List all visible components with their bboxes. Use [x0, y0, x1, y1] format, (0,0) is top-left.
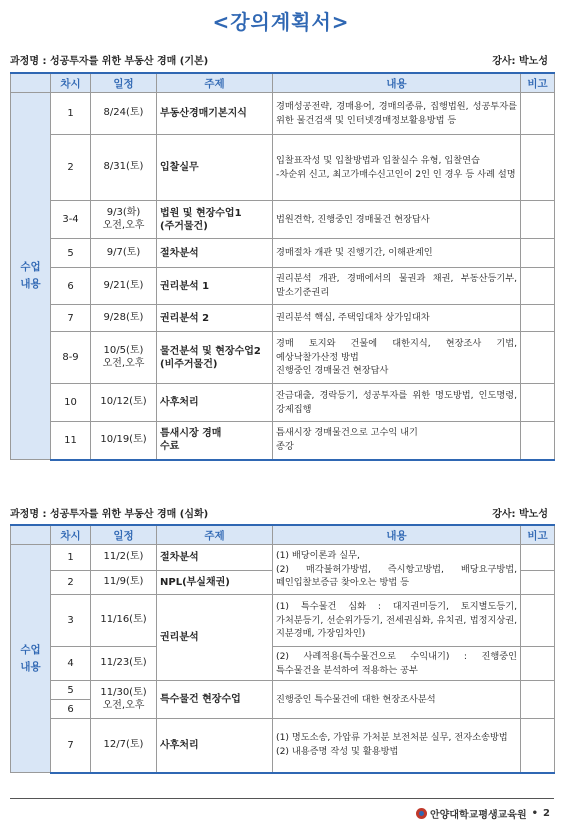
header-content: 내용 [273, 525, 521, 545]
table-row [11, 93, 555, 135]
row-num: 6 [51, 700, 91, 719]
row-note [521, 422, 555, 460]
row-content: 법원견학, 진행중인 경매물건 현장답사 [273, 201, 521, 239]
row-content: 틈새시장 경매물건으로 고수익 내기 종강 [273, 422, 521, 460]
row-date: 11/16(토) [91, 595, 157, 647]
section-label: 수업 내용 [11, 93, 51, 460]
row-content: 경매 토지와 건물에 대한지식, 현장조사 기법, 예상낙찰가산정 방법 진행중인 경매물건 현장답사 [273, 332, 521, 384]
row-topic: 사후처리 [157, 719, 273, 773]
row-note [521, 268, 555, 305]
course-name: 과정명 : 성공투자를 위한 부동산 경매 (기본) [10, 56, 209, 67]
table-row [11, 384, 555, 422]
row-content: (1) 명도소송, 가압류 가처분 보전처분 실무, 전자소송방법 (2) 내용증명 작성 및 활용방법 [273, 719, 521, 773]
header-section [11, 525, 51, 545]
course-header-advanced [10, 505, 550, 520]
row-note [521, 239, 555, 268]
footer-org: 안양대학교평생교육원 [430, 810, 527, 821]
table-row [11, 647, 555, 681]
header-topic: 주제 [157, 525, 273, 545]
row-note [521, 545, 555, 571]
table-row [11, 719, 555, 773]
row-topic: 사후처리 [157, 384, 273, 422]
row-topic: 물건분석 및 현장수업2 (비주거물건) [157, 332, 273, 384]
row-date: 9/3(화) 오전,오후 [91, 201, 157, 239]
row-date: 9/21(토) [91, 268, 157, 305]
row-note [521, 305, 555, 332]
header-date: 일정 [91, 525, 157, 545]
course-header-basic [10, 52, 550, 67]
row-num: 3-4 [51, 201, 91, 239]
header-topic: 주제 [157, 73, 273, 93]
row-num: 1 [51, 93, 91, 135]
row-topic: 틈새시장 경매 수료 [157, 422, 273, 460]
row-note [521, 135, 555, 201]
row-note [521, 201, 555, 239]
row-content: 권리분석 개관, 경매에서의 물권과 채권, 부동산등기부, 말소기준권리 [273, 268, 521, 305]
row-num: 7 [51, 305, 91, 332]
row-date: 10/12(토) [91, 384, 157, 422]
table-row [11, 268, 555, 305]
table-row [11, 305, 555, 332]
row-note [521, 384, 555, 422]
row-note [521, 332, 555, 384]
row-note [521, 595, 555, 647]
row-topic: 특수물건 현장수업 [157, 681, 273, 719]
page-number: 2 [543, 808, 550, 819]
row-num: 2 [51, 571, 91, 595]
header-date: 일정 [91, 73, 157, 93]
footer-divider [10, 798, 554, 799]
row-content: 권리분석 핵심, 주택임대차 상가임대차 [273, 305, 521, 332]
row-num: 8-9 [51, 332, 91, 384]
table-row [11, 595, 555, 647]
row-num: 11 [51, 422, 91, 460]
row-num: 5 [51, 681, 91, 700]
header-num: 차시 [51, 73, 91, 93]
row-content: 진행중인 특수물건에 대한 현장조사분석 [273, 681, 521, 719]
row-topic: 권리분석 [157, 595, 273, 681]
row-topic: 부동산경매기본지식 [157, 93, 273, 135]
row-date: 11/2(토) [91, 545, 157, 571]
header-content: 내용 [273, 73, 521, 93]
row-num: 3 [51, 595, 91, 647]
row-date: 11/30(토) 오전,오후 [91, 681, 157, 719]
row-topic: 법원 및 현장수업1 (주거물건) [157, 201, 273, 239]
row-content: (2) 사례적용(특수물건으로 수익내기) : 진행중인 특수물건을 분석하여 적용하는 공부 [273, 647, 521, 681]
row-topic: 절차분석 [157, 545, 273, 571]
row-content: (1) 배당이론과 실무, (2) 매각불허가방법, 즉시항고방법, 배당요구방법, 떼인입찰보증금 찾아오는 방법 등 [273, 545, 521, 595]
row-date: 9/28(토) [91, 305, 157, 332]
row-content: (1) 특수물건 심화 : 대지권미등기, 토지별도등기, 가처분등기, 선순위가등기, 전세권심화, 유치권, 법정지상권, 지분경매, 가장임차인) [273, 595, 521, 647]
table-row [11, 332, 555, 384]
row-num: 5 [51, 239, 91, 268]
page-title: <강의계획서> [212, 10, 350, 34]
row-topic: 절차분석 [157, 239, 273, 268]
table-row [11, 545, 555, 571]
row-num: 1 [51, 545, 91, 571]
row-num: 4 [51, 647, 91, 681]
row-num: 7 [51, 719, 91, 773]
row-topic: 권리분석 2 [157, 305, 273, 332]
table-header-row [11, 73, 555, 93]
instructor-name: 강사: 박노성 [492, 509, 548, 520]
row-note [521, 719, 555, 773]
row-content: 잔금대출, 경락등기, 성공투자를 위한 명도방법, 인도명령, 강제집행 [273, 384, 521, 422]
table-row [11, 681, 555, 700]
table-row [11, 239, 555, 268]
row-content: 경매성공전략, 경매용어, 경매의종류, 집행법원, 성공투자를 위한 물건검색 및 인터넷경매정보활용방법 등 [273, 93, 521, 135]
row-num: 10 [51, 384, 91, 422]
syllabus-table-basic [10, 72, 555, 461]
table-header-row [11, 525, 555, 545]
header-note: 비고 [521, 525, 555, 545]
row-note [521, 571, 555, 595]
row-topic: 권리분석 1 [157, 268, 273, 305]
university-logo-icon [416, 808, 427, 819]
row-content: 입찰표작성 및 입찰방법과 입찰실수 유형, 입찰연습 -차순위 신고, 최고가매수신고인이 2인 인 경우 등 사례 설명 [273, 135, 521, 201]
course-name: 과정명 : 성공투자를 위한 부동산 경매 (심화) [10, 509, 209, 520]
header-note: 비고 [521, 73, 555, 93]
row-note [521, 647, 555, 681]
row-topic: 입찰실무 [157, 135, 273, 201]
table-row [11, 422, 555, 460]
row-date: 10/19(토) [91, 422, 157, 460]
row-date: 11/23(토) [91, 647, 157, 681]
header-section [11, 73, 51, 93]
row-num: 6 [51, 268, 91, 305]
row-note [521, 681, 555, 719]
row-date: 10/5(토) 오전,오후 [91, 332, 157, 384]
row-date: 11/9(토) [91, 571, 157, 595]
row-topic: NPL(부실채권) [157, 571, 273, 595]
footer [416, 806, 550, 821]
section-label: 수업 내용 [11, 545, 51, 773]
footer-bullet: • [531, 808, 539, 819]
row-num: 2 [51, 135, 91, 201]
row-date: 12/7(토) [91, 719, 157, 773]
row-note [521, 93, 555, 135]
instructor-name: 강사: 박노성 [492, 56, 548, 67]
table-row [11, 201, 555, 239]
table-row [11, 135, 555, 201]
row-date: 8/24(토) [91, 93, 157, 135]
row-date: 9/7(토) [91, 239, 157, 268]
header-num: 차시 [51, 525, 91, 545]
row-date: 8/31(토) [91, 135, 157, 201]
row-content: 경매절차 개관 및 진행기간, 이해관계인 [273, 239, 521, 268]
syllabus-table-advanced [10, 524, 555, 774]
